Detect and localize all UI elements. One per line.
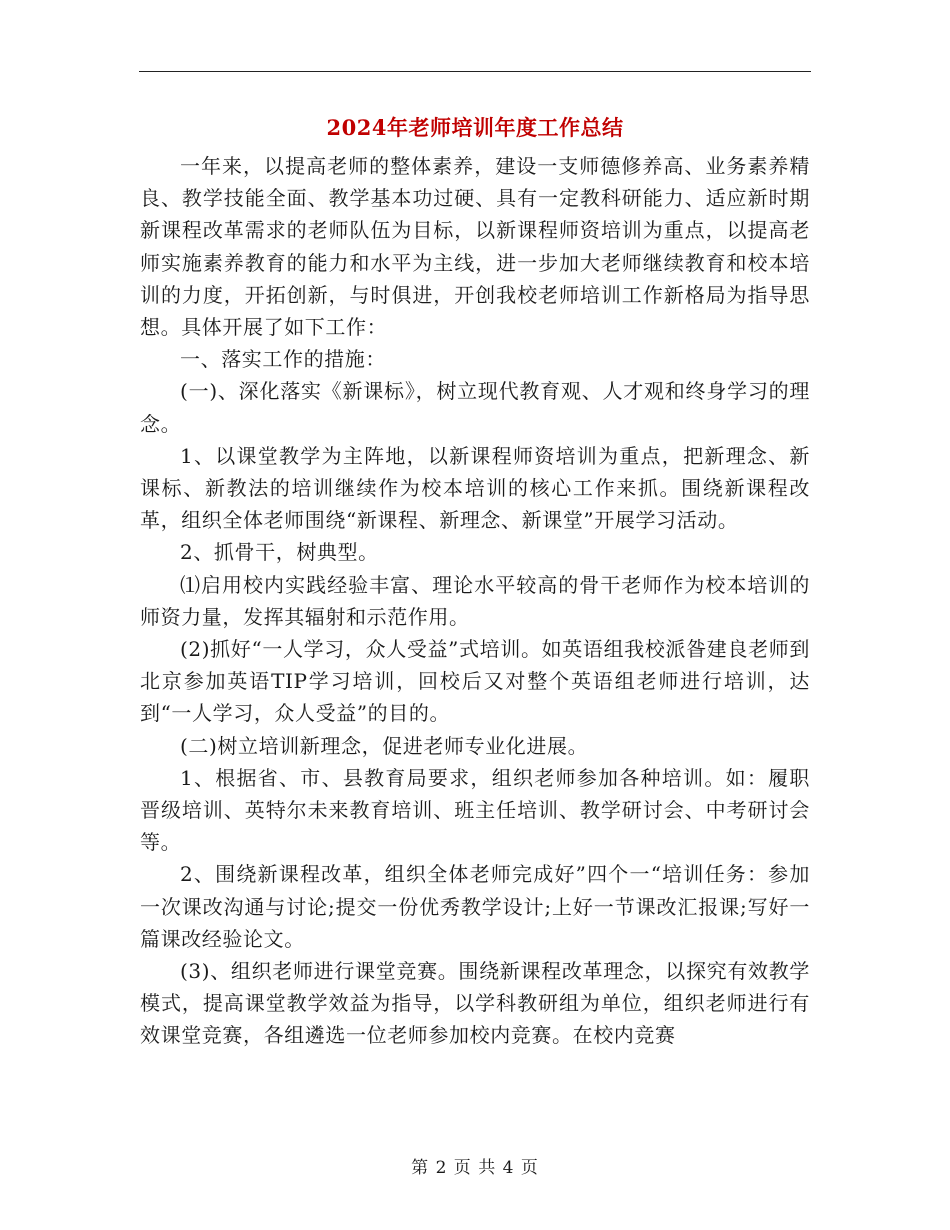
- paragraph-intro: 一年来，以提高老师的整体素养，建设一支师德修养高、业务素养精良、教学技能全面、教学基本功过硬、具有一定教科研能力、适应新时期新课程改革需求的老师队伍为目标，以新课程师资培训为重点，以提高老师实施素养教育的能力和水平为主线，进一步加大老师继续教育和校本培训的力度，开拓创新，与时俱进，开创我校老师培训工作新格局为指导思想。具体开展了如下工作：: [140, 154, 810, 340]
- subsection-heading-1: (一)、深化落实《新课标》，树立现代教育观、人才观和终身学习的理念。: [140, 379, 810, 436]
- document-title: 2024年老师培训年度工作总结: [326, 115, 624, 140]
- paragraph-item-2: 2、抓骨干，树典型。: [180, 540, 379, 565]
- paragraph-item-2-1: ⑴启用校内实践经验丰富、理论水平较高的骨干老师作为校本培训的师资力量，发挥其辐射和示范作用。: [140, 572, 810, 629]
- paragraph-item-1: 1、以课堂教学为主阵地，以新课程师资培训为重点，把新理念、新课标、新教法的培训继续作为校本培训的核心工作来抓。围绕新课程改革，组织全体老师围绕“新课程、新理念、新课堂”开展学习活动。: [140, 443, 810, 533]
- subsection-heading-2: (二)树立培训新理念，促进老师专业化进展。: [180, 733, 589, 758]
- paragraph-item-3: 1、根据省、市、县教育局要求，组织老师参加各种培训。如：履职晋级培训、英特尔未来教育培训、班主任培训、教学研讨会、中考研讨会等。: [140, 765, 810, 855]
- header-rule: [139, 71, 811, 72]
- paragraph-item-2-2: (2)抓好“一人学习，众人受益”式培训。如英语组我校派昝建良老师到北京参加英语TIP学习培训，回校后又对整个英语组老师进行培训，达到“一人学习，众人受益”的目的。: [140, 637, 810, 726]
- document-body: [140, 150, 810, 1052]
- page-number: 第 2 页 共 4 页: [411, 1158, 539, 1178]
- paragraph-item-4: 2、围绕新课程改革，组织全体老师完成好”四个一“培训任务：参加一次课改沟通与讨论;提交一份优秀教学设计;上好一节课改汇报课;写好一篇课改经验论文。: [140, 862, 810, 951]
- section-heading-measures: 一、落实工作的措施：: [180, 347, 386, 372]
- paragraph-item-5: (3)、组织老师进行课堂竞赛。围绕新课程改革理念，以探究有效教学模式，提高课堂教学效益为指导，以学科教研组为单位，组织老师进行有效课堂竞赛，各组遴选一位老师参加校内竞赛。在校内竞赛: [140, 959, 810, 1048]
